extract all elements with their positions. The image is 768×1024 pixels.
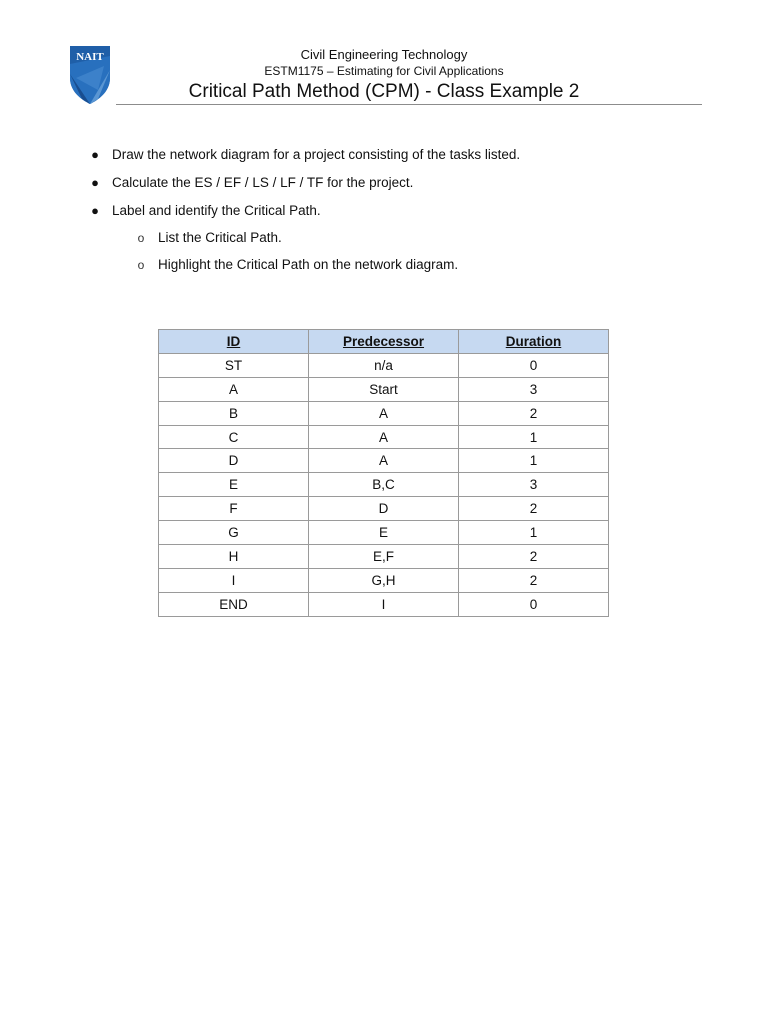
instruction-text: Calculate the ES / EF / LS / LF / TF for the project.	[112, 175, 414, 190]
cell-predecessor: I	[309, 592, 459, 616]
cell-id: A	[159, 377, 309, 401]
bullet-icon: ●	[91, 175, 99, 190]
cell-id: G	[159, 521, 309, 545]
cell-duration: 1	[459, 425, 609, 449]
cell-predecessor: E,F	[309, 545, 459, 569]
table-row	[159, 401, 609, 425]
cell-duration: 3	[459, 377, 609, 401]
cell-id: I	[159, 568, 309, 592]
task-table	[158, 329, 609, 617]
cell-predecessor: A	[309, 425, 459, 449]
instruction-text: Highlight the Critical Path on the network diagram.	[158, 257, 459, 272]
column-header-predecessor: Predecessor	[309, 330, 459, 354]
cell-duration: 2	[459, 545, 609, 569]
cell-duration: 0	[459, 592, 609, 616]
bullet-icon: ●	[91, 203, 99, 218]
cell-duration: 3	[459, 473, 609, 497]
cell-id: B	[159, 401, 309, 425]
cell-id: E	[159, 473, 309, 497]
table-header-row	[159, 330, 609, 354]
cell-duration: 2	[459, 568, 609, 592]
table-row	[159, 473, 609, 497]
table-row	[159, 425, 609, 449]
cell-id: ST	[159, 353, 309, 377]
cell-predecessor: B,C	[309, 473, 459, 497]
nait-logo	[68, 44, 112, 106]
header-divider	[116, 104, 702, 105]
cell-predecessor: n/a	[309, 353, 459, 377]
cell-id: H	[159, 545, 309, 569]
table-row	[159, 353, 609, 377]
cell-duration: 2	[459, 401, 609, 425]
table-row	[159, 497, 609, 521]
cell-id: D	[159, 449, 309, 473]
table-row	[159, 592, 609, 616]
instruction-text: Label and identify the Critical Path.	[112, 203, 321, 218]
cell-id: F	[159, 497, 309, 521]
instruction-text: List the Critical Path.	[158, 230, 282, 245]
table-row	[159, 521, 609, 545]
hollow-bullet-icon: o	[137, 258, 145, 272]
instruction-text: Draw the network diagram for a project consisting of the tasks listed.	[112, 147, 521, 162]
table-row	[159, 449, 609, 473]
cell-duration: 1	[459, 449, 609, 473]
cell-predecessor: E	[309, 521, 459, 545]
cell-duration: 2	[459, 497, 609, 521]
cell-predecessor: A	[309, 401, 459, 425]
column-header-duration: Duration	[459, 330, 609, 354]
page-title: Critical Path Method (CPM) - Class Example 2	[188, 81, 580, 102]
cell-predecessor: G,H	[309, 568, 459, 592]
cell-id: C	[159, 425, 309, 449]
table-row	[159, 568, 609, 592]
cell-predecessor: A	[309, 449, 459, 473]
column-header-id: ID	[159, 330, 309, 354]
cell-duration: 0	[459, 353, 609, 377]
bullet-icon: ●	[91, 147, 99, 162]
department-name: Civil Engineering Technology	[300, 47, 468, 62]
hollow-bullet-icon: o	[137, 231, 145, 245]
course-name: ESTM1175 – Estimating for Civil Applications	[264, 64, 504, 78]
logo-text: NAIT	[76, 51, 104, 63]
cell-predecessor: D	[309, 497, 459, 521]
table-row	[159, 377, 609, 401]
cell-duration: 1	[459, 521, 609, 545]
cell-predecessor: Start	[309, 377, 459, 401]
table-row	[159, 545, 609, 569]
cell-id: END	[159, 592, 309, 616]
